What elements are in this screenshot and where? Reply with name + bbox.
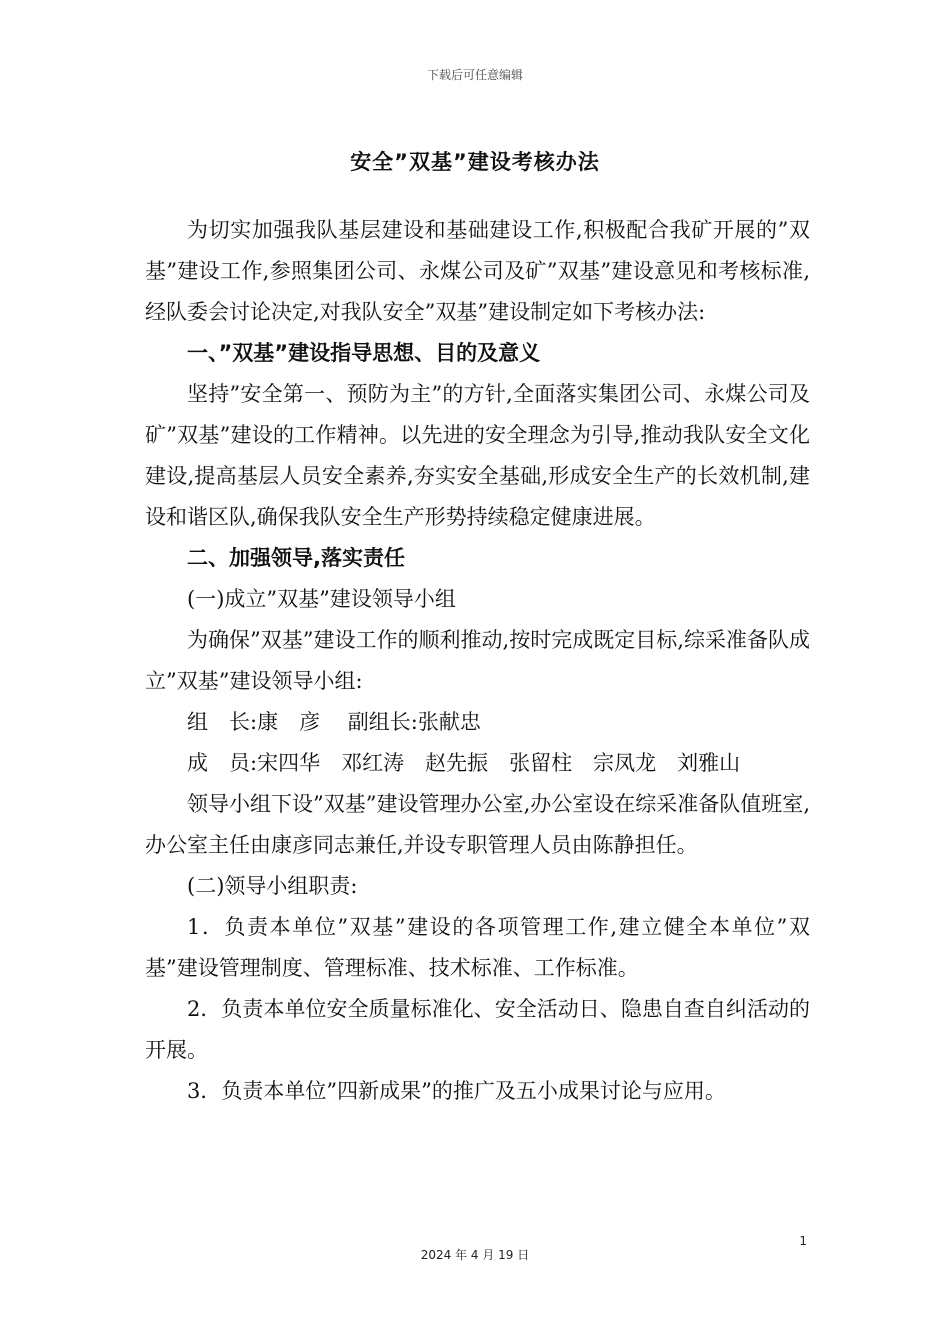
header-note: 下载后可任意编辑 — [426, 68, 523, 82]
footer-date: 2024 年 4 月 19 日 — [420, 1248, 530, 1262]
subsection-2-heading: (二)领导小组职责: — [187, 874, 358, 898]
section-1-heading: 一、”双基”建设指导思想、目的及意义 — [187, 341, 541, 365]
document-title: 安全”双基”建设考核办法 — [350, 150, 600, 174]
section-1-paragraph: 坚持”安全第一、预防为主”的方针,全面落实集团公司、永煤公司及矿”双基”建设的工作精神。以先进的安全理念为引导,推动我队安全文化建设,提高基层人员安全素养,夯实安全基础,形成安全生产的长效机制,建设和谐区队,确保我队安全生产形势持续稳定健康进展。 — [145, 382, 810, 529]
document-body — [145, 210, 810, 1112]
subsection-1-heading: (一)成立”双基”建设领导小组 — [187, 587, 456, 611]
duty-item-3: 3．负责本单位”四新成果”的推广及五小成果讨论与应用。 — [187, 1079, 726, 1103]
duty-item-1: 1．负责本单位”双基”建设的各项管理工作,建立健全本单位”双基”建设管理制度、管理标准、技术标准、工作标准。 — [145, 915, 810, 980]
section-2-heading: 二、加强领导,落实责任 — [187, 546, 405, 570]
members-line: 成 员:宋四华 邓红涛 赵先振 张留柱 宗凤龙 刘雅山 — [187, 751, 741, 775]
duty-item-2: 2．负责本单位安全质量标准化、安全活动日、隐患自查自纠活动的开展。 — [145, 997, 810, 1062]
page-number: 1 — [799, 1234, 807, 1248]
office-paragraph: 领导小组下设”双基”建设管理办公室,办公室设在综采准备队值班室,办公室主任由康彦同志兼任,并设专职管理人员由陈静担任。 — [145, 792, 810, 857]
leader-line: 组 长:康 彦 副组长:张献忠 — [187, 710, 481, 734]
intro-paragraph: 为切实加强我队基层建设和基础建设工作,积极配合我矿开展的”双基”建设工作,参照集团公司、永煤公司及矿”双基”建设意见和考核标准,经队委会讨论决定,对我队安全”双基”建设制定如下考核办法: — [145, 218, 810, 324]
subsection-1-paragraph: 为确保”双基”建设工作的顺利推动,按时完成既定目标,综采准备队成立”双基”建设领导小组: — [145, 628, 810, 693]
